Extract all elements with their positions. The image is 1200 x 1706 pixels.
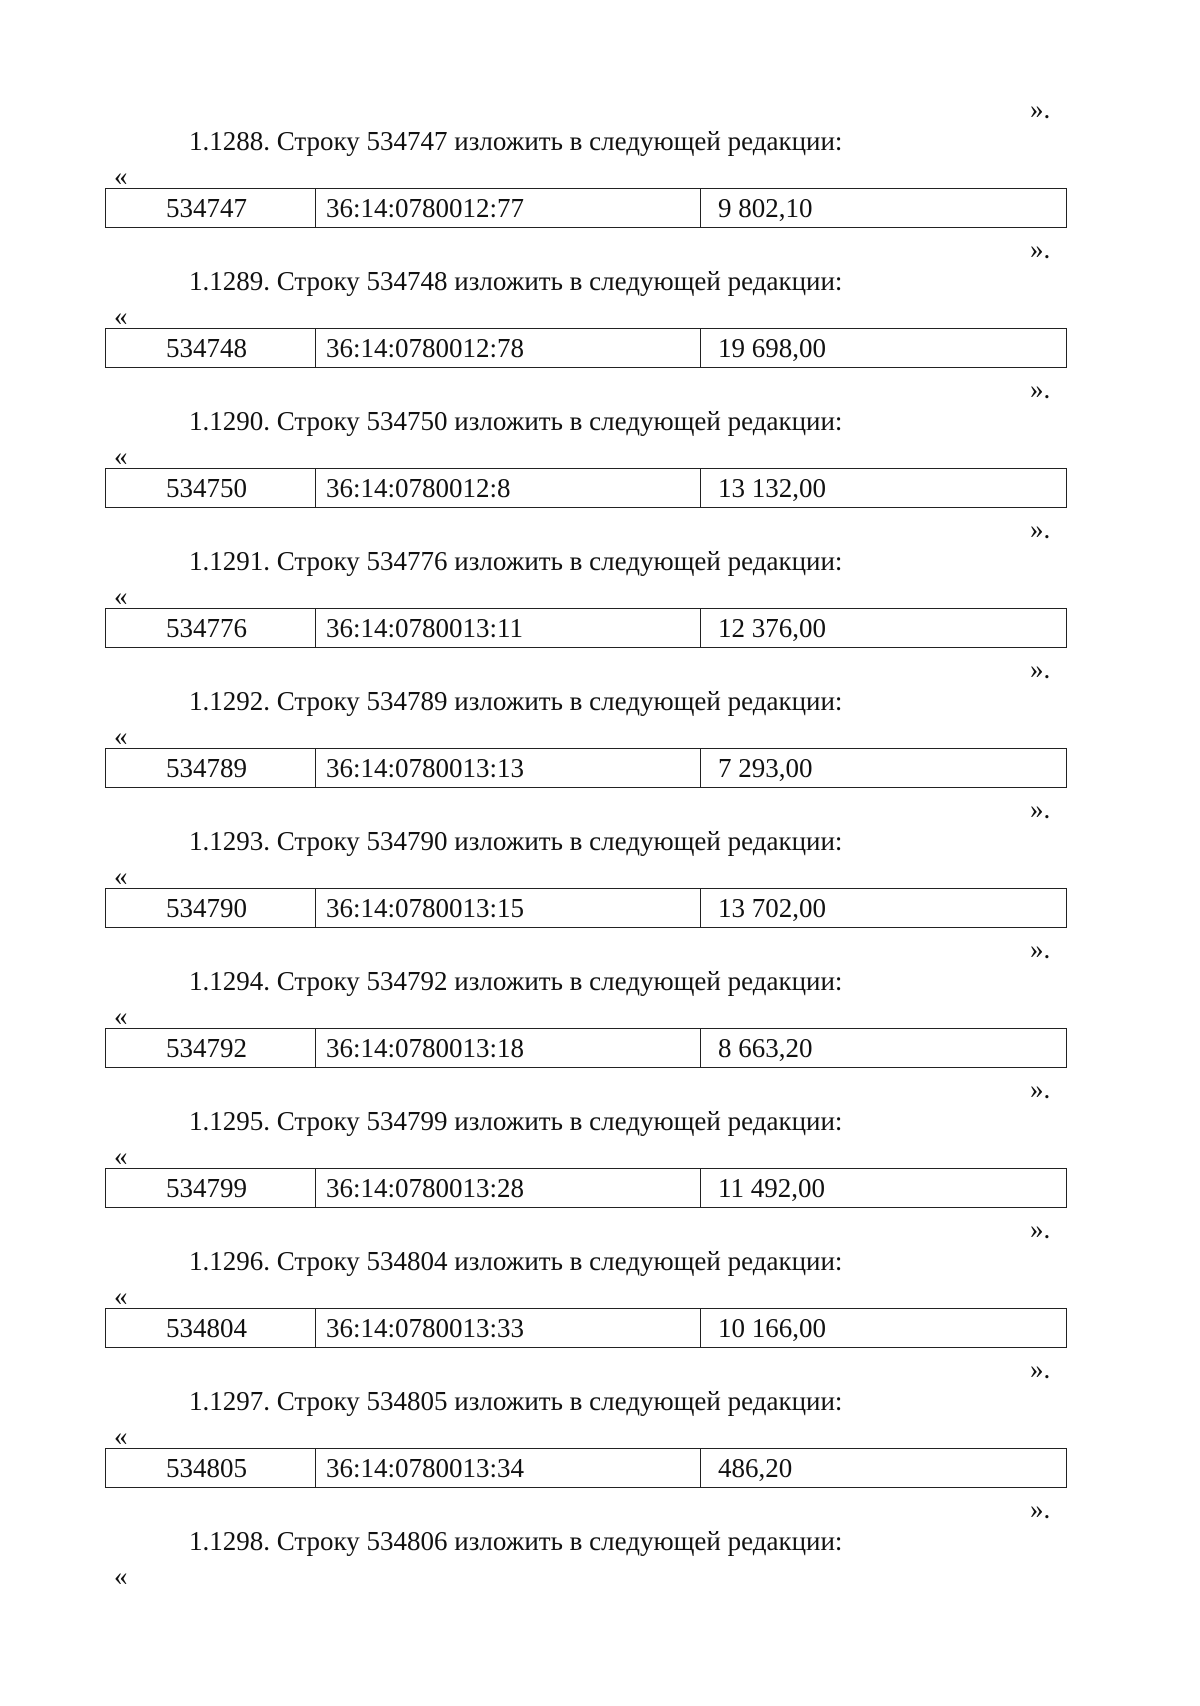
cadastral-number-cell: 36:14:0780013:34 xyxy=(316,1449,701,1487)
cadastral-number-cell: 36:14:0780013:13 xyxy=(316,749,701,787)
closing-quote: ». xyxy=(1030,1214,1051,1244)
closing-quote: ». xyxy=(1030,934,1051,964)
cadastral-number-cell: 36:14:0780013:33 xyxy=(316,1309,701,1347)
cadastral-number-cell: 36:14:0780012:8 xyxy=(316,469,701,507)
opening-quote: « xyxy=(114,1141,128,1171)
table-row xyxy=(105,608,1067,648)
entry-heading: 1.1292. Строку 534789 изложить в следующей редакции: xyxy=(189,686,843,716)
table-row xyxy=(105,468,1067,508)
cadastral-number-cell: 36:14:0780012:77 xyxy=(316,189,701,227)
row-number-cell: 534747 xyxy=(106,189,316,227)
entry-heading: 1.1296. Строку 534804 изложить в следующей редакции: xyxy=(189,1246,843,1276)
value-cell: 7 293,00 xyxy=(718,752,813,783)
value-cell: 19 698,00 xyxy=(718,332,826,363)
row-number-cell: 534789 xyxy=(106,749,316,787)
closing-quote: ». xyxy=(1030,1074,1051,1104)
value-cell: 8 663,20 xyxy=(718,1032,813,1063)
row-number-cell: 534776 xyxy=(106,609,316,647)
value-cell: 13 132,00 xyxy=(718,472,826,503)
entry-heading: 1.1291. Строку 534776 изложить в следующей редакции: xyxy=(189,546,843,576)
row-number-cell: 534748 xyxy=(106,329,316,367)
opening-quote: « xyxy=(114,861,128,891)
opening-quote: « xyxy=(114,721,128,751)
opening-quote: « xyxy=(114,301,128,331)
table-row xyxy=(105,328,1067,368)
entry-heading: 1.1290. Строку 534750 изложить в следующей редакции: xyxy=(189,406,843,436)
entry-heading: 1.1293. Строку 534790 изложить в следующей редакции: xyxy=(189,826,843,856)
cadastral-number-cell: 36:14:0780013:28 xyxy=(316,1169,701,1207)
table-row xyxy=(105,888,1067,928)
closing-quote: ». xyxy=(1030,234,1051,264)
closing-quote: ». xyxy=(1030,1494,1051,1524)
row-number-cell: 534805 xyxy=(106,1449,316,1487)
value-cell: 11 492,00 xyxy=(718,1172,825,1203)
table-row xyxy=(105,188,1067,228)
cadastral-number-cell: 36:14:0780013:11 xyxy=(316,609,701,647)
row-number-cell: 534799 xyxy=(106,1169,316,1207)
entry-heading: 1.1297. Строку 534805 изложить в следующей редакции: xyxy=(189,1386,843,1416)
row-number-cell: 534790 xyxy=(106,889,316,927)
cadastral-number-cell: 36:14:0780012:78 xyxy=(316,329,701,367)
row-number-cell: 534792 xyxy=(106,1029,316,1067)
entry-heading: 1.1295. Строку 534799 изложить в следующей редакции: xyxy=(189,1106,843,1136)
opening-quote: « xyxy=(114,1001,128,1031)
opening-quote: « xyxy=(114,441,128,471)
entry-heading: 1.1288. Строку 534747 изложить в следующей редакции: xyxy=(189,126,843,156)
closing-quote: ». xyxy=(1030,1354,1051,1384)
table-row xyxy=(105,1028,1067,1068)
entry-heading: 1.1298. Строку 534806 изложить в следующей редакции: xyxy=(189,1526,843,1556)
value-cell: 10 166,00 xyxy=(718,1312,826,1343)
entry-heading: 1.1294. Строку 534792 изложить в следующей редакции: xyxy=(189,966,843,996)
table-row xyxy=(105,1448,1067,1488)
closing-quote: ». xyxy=(1030,514,1051,544)
value-cell: 13 702,00 xyxy=(718,892,826,923)
table-row xyxy=(105,1308,1067,1348)
opening-quote: « xyxy=(114,1421,128,1451)
closing-quote: ». xyxy=(1030,794,1051,824)
entry-heading: 1.1289. Строку 534748 изложить в следующей редакции: xyxy=(189,266,843,296)
opening-quote: « xyxy=(114,1281,128,1311)
row-number-cell: 534750 xyxy=(106,469,316,507)
closing-quote: ». xyxy=(1030,374,1051,404)
cadastral-number-cell: 36:14:0780013:15 xyxy=(316,889,701,927)
value-cell: 12 376,00 xyxy=(718,612,826,643)
value-cell: 9 802,10 xyxy=(718,192,813,223)
opening-quote: « xyxy=(114,1561,128,1591)
table-row xyxy=(105,1168,1067,1208)
opening-quote: « xyxy=(114,581,128,611)
closing-quote: ». xyxy=(1030,654,1051,684)
row-number-cell: 534804 xyxy=(106,1309,316,1347)
table-row xyxy=(105,748,1067,788)
value-cell: 486,20 xyxy=(718,1452,793,1483)
cadastral-number-cell: 36:14:0780013:18 xyxy=(316,1029,701,1067)
closing-quote: ». xyxy=(1030,94,1051,124)
opening-quote: « xyxy=(114,161,128,191)
